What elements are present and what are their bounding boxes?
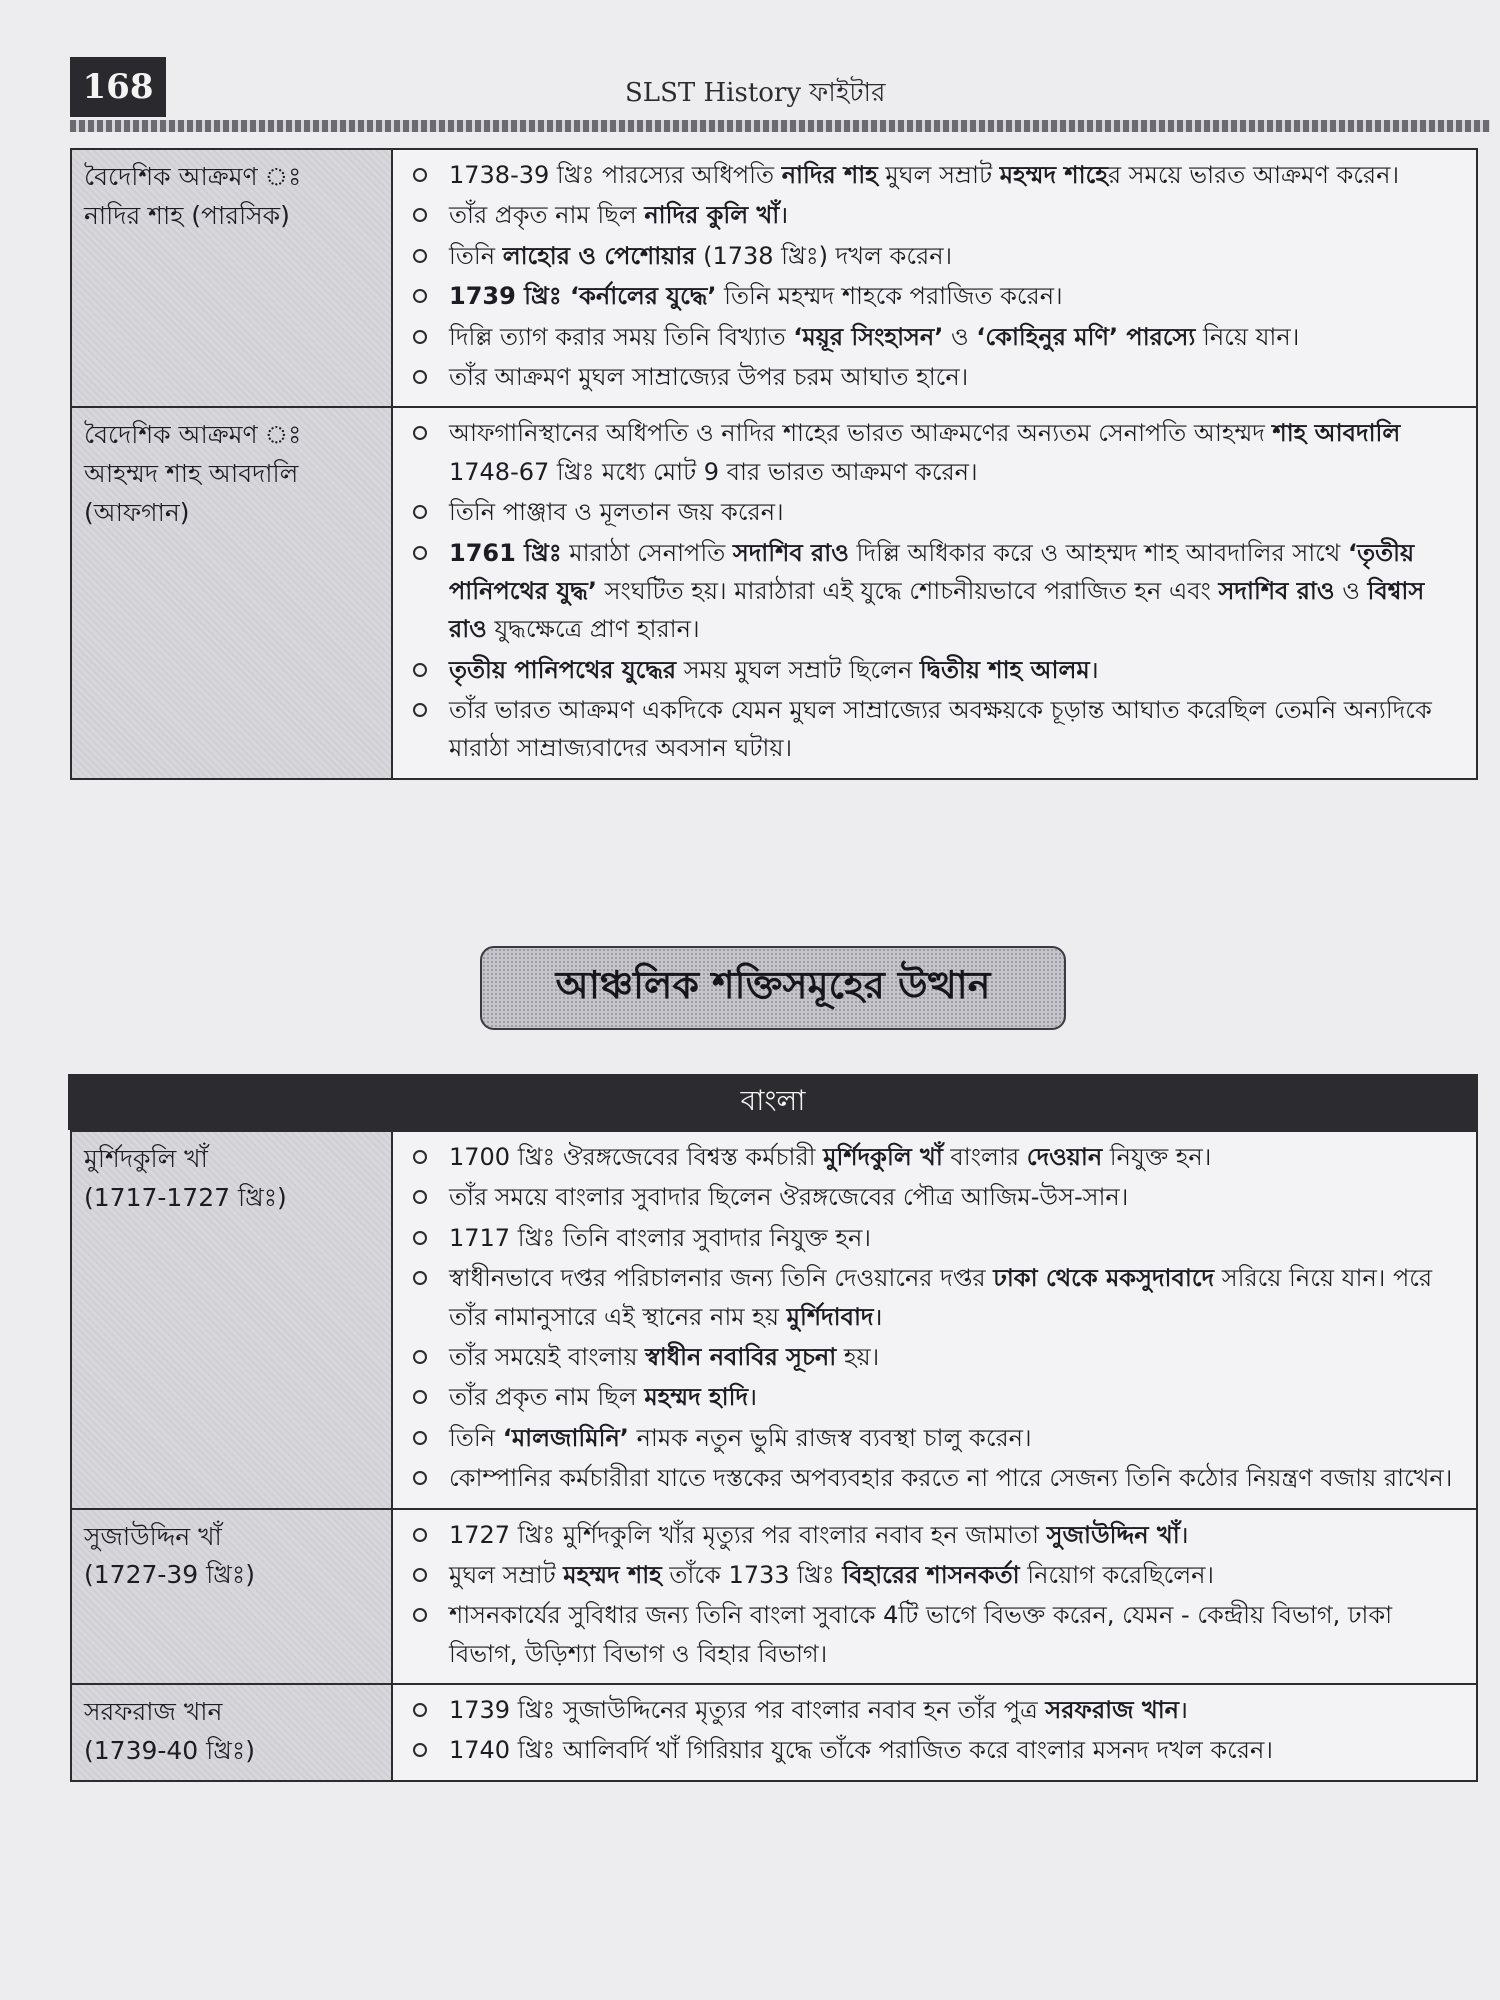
list-item [409, 1219, 1460, 1257]
row-content [392, 1509, 1477, 1685]
bold-text: ‘মালজামিনি’ [502, 1423, 629, 1452]
table-row [71, 1684, 1477, 1781]
page-number: 168 [70, 57, 166, 117]
list-item [409, 156, 1460, 194]
list-item [409, 237, 1460, 275]
circle-bullet-icon [413, 330, 427, 344]
circle-bullet-icon [413, 1608, 427, 1622]
row-label-line: আহম্মদ শাহ আবদালি [84, 459, 299, 489]
bold-text: সদাশিব রাও [732, 538, 849, 567]
text: তাঁর আক্রমণ মুঘল সাম্রাজ্যের উপর চরম আঘাত হানে। [449, 362, 969, 391]
list-item [409, 1459, 1460, 1497]
text: দিল্লি অধিকার করে ও আহম্মদ শাহ আবদালির সাথে [848, 538, 1348, 567]
text: র সময়ে ভারত আক্রমণ করেন। [1107, 161, 1400, 189]
circle-bullet-icon [413, 1190, 427, 1204]
row-content [392, 1131, 1477, 1509]
text: তিনি [449, 1423, 503, 1452]
bold-text: মহম্মদ হাদি [644, 1383, 749, 1412]
circle-bullet-icon [413, 1703, 427, 1717]
bold-text: সরফরাজ খান [1045, 1696, 1180, 1725]
bullet-list [409, 1138, 1460, 1498]
text: 1748-67 খ্রিঃ মধ্যে মোট 9 বার ভারত আক্রমণ করেন। [449, 457, 978, 486]
bold-text: নাদির কুলি খাঁ [644, 201, 780, 230]
table-row [71, 407, 1477, 779]
text: তাঁর ভারত আক্রমণ একদিকে যেমন মুঘল সাম্রাজ্যের অবক্ষয়কে চূড়ান্ত আঘাত করেছিল তেমনি অন্যদিকে মারাঠা সাম্রাজ্যবাদের অবসান ঘটায়। [449, 696, 1432, 763]
bullet-list [409, 1516, 1460, 1674]
row-label [71, 407, 392, 779]
page-header [0, 0, 1500, 140]
text: তাঁর প্রকৃত নাম ছিল [449, 201, 645, 230]
list-item [409, 414, 1460, 491]
text: তাঁর প্রকৃত নাম ছিল [449, 1383, 645, 1412]
text: হয়। [836, 1342, 880, 1371]
text: নিযুক্ত হন। [1102, 1143, 1212, 1171]
circle-bullet-icon [413, 1528, 427, 1542]
circle-bullet-icon [413, 1390, 427, 1404]
text: শাসনকার্যের সুবিধার জন্য তিনি বাংলা সুবাকে 4টি ভাগে বিভক্ত করেন, যেমন - কেন্দ্রীয় বিভাগ, ঢাকা বিভাগ, উড়িশ্যা বিভাগ ও বিহার বিভাগ। [449, 1601, 1393, 1668]
text: স্বাধীনভাবে দপ্তর পরিচালনার জন্য তিনি দেওয়ানের দপ্তর [449, 1264, 994, 1293]
section-title: আঞ্চলিক শক্তিসমূহের উত্থান [480, 946, 1066, 1030]
text: নিয়ে যান। [1195, 322, 1300, 351]
bold-text: সদাশিব রাও [1218, 576, 1335, 605]
list-item [409, 1178, 1460, 1216]
circle-bullet-icon [413, 1471, 427, 1485]
bold-text: সুজাউদ্দিন খাঁ [1046, 1520, 1180, 1549]
bold-text: স্বাধীন নবাবির সূচনা [645, 1342, 837, 1371]
bold-text: মুর্শিদাবাদ [786, 1302, 874, 1331]
text: 1739 খ্রিঃ সুজাউদ্দিনের মৃত্যুর পর বাংলার নবাব হন তাঁর পুত্র [449, 1696, 1046, 1725]
row-label-line: বৈদেশিক আক্রমণ ঃ [84, 162, 302, 191]
list-item [409, 691, 1460, 768]
bold-text: ‘ময়ূর সিংহাসন’ [793, 322, 944, 351]
circle-bullet-icon [413, 370, 427, 384]
row-label-line: সুজাউদ্দিন খাঁ [84, 1521, 222, 1551]
row-label-line: বৈদেশিক আক্রমণ ঃ [84, 420, 302, 450]
list-item [409, 1731, 1460, 1769]
circle-bullet-icon [413, 663, 427, 677]
bold-text: দ্বিতীয় শাহ আলম [919, 655, 1090, 684]
circle-bullet-icon [413, 1568, 427, 1582]
row-content [392, 407, 1477, 779]
bullet-list [409, 414, 1460, 768]
table-row [71, 1509, 1477, 1685]
circle-bullet-icon [413, 289, 427, 303]
text: তিনি [449, 241, 503, 270]
bold-text: মহম্মদ শাহে [999, 161, 1108, 189]
list-item [409, 1596, 1460, 1673]
text: । [748, 1383, 758, 1412]
circle-bullet-icon [413, 1431, 427, 1445]
list-item [409, 196, 1460, 234]
bullet-list [409, 156, 1460, 396]
bold-text: মুর্শিদকুলি খাঁ [823, 1143, 943, 1171]
row-label-line: সরফরাজ খান [84, 1697, 223, 1727]
circle-bullet-icon [413, 546, 427, 560]
bold-text: তৃতীয় পানিপথের যুদ্ধের [449, 655, 677, 684]
row-content [392, 1684, 1477, 1781]
circle-bullet-icon [413, 703, 427, 717]
row-label [71, 1131, 392, 1509]
text: 1700 খ্রিঃ ঔরঙ্গজেবের বিশ্বস্ত কর্মচারী [449, 1143, 824, 1171]
bold-text: ‘তৃতীয় পানিপথের যুদ্ধ’ [449, 538, 1415, 605]
row-label [71, 1509, 392, 1685]
circle-bullet-icon [413, 505, 427, 519]
circle-bullet-icon [413, 1231, 427, 1245]
bold-text: দেওয়ান [1026, 1143, 1103, 1171]
text: তিনি পাঞ্জাব ও মূলতান জয় করেন। [449, 498, 784, 527]
text: সরিয়ে নিয়ে যান। পরে তাঁর নামানুসারে এই স্থানের নাম হয় [449, 1264, 1433, 1331]
circle-bullet-icon [413, 168, 427, 182]
bold-text: মহম্মদ শাহ [563, 1560, 662, 1589]
bold-text: বিহারের শাসনকর্তা [842, 1560, 1020, 1589]
bold-text: ঢাকা থেকে মকসুদাবাদে [993, 1264, 1215, 1293]
row-label [71, 1684, 392, 1781]
text: নামক নতুন ভুমি রাজস্ব ব্যবস্থা চালু করেন। [628, 1423, 1032, 1452]
text: সংঘটিত হয়। মারাঠারা এই যুদ্ধে শোচনীয়ভাবে পরাজিত হন এবং [597, 576, 1219, 605]
row-label-line: (1727-39 খ্রিঃ) [84, 1560, 255, 1590]
text: । [1179, 1696, 1189, 1725]
text: মুঘল সম্রাট [449, 1560, 564, 1589]
list-item [409, 1419, 1460, 1457]
list-item [409, 1378, 1460, 1416]
text: 1717 খ্রিঃ তিনি বাংলার সুবাদার নিযুক্ত হন। [449, 1223, 871, 1252]
bold-text: 1761 খ্রিঃ [449, 538, 562, 567]
text: । [1179, 1520, 1189, 1549]
list-item [409, 534, 1460, 649]
bold-text: নাদির শাহ [781, 161, 878, 189]
list-item [409, 651, 1460, 689]
circle-bullet-icon [413, 1271, 427, 1285]
list-item [409, 1691, 1460, 1729]
text: যুদ্ধক্ষেত্রে প্রাণ হারান। [486, 615, 700, 644]
list-item [409, 1259, 1460, 1336]
text: তিনি মহম্মদ শাহকে পরাজিত করেন। [716, 282, 1063, 311]
text: (1738 খ্রিঃ) দখল করেন। [695, 241, 953, 270]
circle-bullet-icon [413, 1150, 427, 1164]
text: তাঁকে 1733 খ্রিঃ [661, 1560, 843, 1589]
text: মারাঠা সেনাপতি [561, 538, 733, 567]
row-label-line: (1717-1727 খ্রিঃ) [84, 1182, 287, 1212]
text: ও [943, 322, 977, 351]
text: । [1089, 655, 1099, 684]
text: কোম্পানির কর্মচারীরা যাতে দস্তকের অপব্যবহার করতে না পারে সেজন্য তিনি কঠোর নিয়ন্ত্রণ বজায় রাখেন। [449, 1464, 1453, 1493]
bold-text: বিশ্বাস রাও [449, 576, 1425, 644]
text: 1738-39 খ্রিঃ পারস্যের অধিপতি [449, 161, 782, 189]
circle-bullet-icon [413, 1743, 427, 1757]
list-item [409, 1516, 1460, 1554]
text: তাঁর সময়েই বাংলায় [449, 1342, 646, 1371]
bengal-nawabs-table [70, 1130, 1478, 1782]
list-item [409, 277, 1460, 315]
text: 1727 খ্রিঃ মুর্শিদকুলি খাঁর মৃত্যুর পর বাংলার নবাব হন জামাতা [449, 1520, 1047, 1549]
text: । [873, 1302, 883, 1331]
row-label-line: (1739-40 খ্রিঃ) [84, 1735, 255, 1765]
text: নিয়োগ করেছিলেন। [1019, 1560, 1215, 1589]
text: আফগানিস্থানের অধিপতি ও নাদির শাহের ভারত আক্রমণের অন্যতম সেনাপতি আহম্মদ [449, 419, 1273, 448]
list-item [409, 318, 1460, 356]
text: সময় মুঘল সম্রাট ছিলেন [676, 655, 920, 684]
circle-bullet-icon [413, 208, 427, 222]
text: ও [1334, 576, 1368, 605]
bullet-list [409, 1691, 1460, 1770]
row-label-line: নাদির শাহ (পারসিক) [84, 200, 290, 230]
bold-text: 1739 খ্রিঃ ‘কর্নালের যুদ্ধে’ [449, 282, 717, 311]
row-label-line: (আফগান) [84, 497, 190, 527]
list-item [409, 1556, 1460, 1594]
circle-bullet-icon [413, 426, 427, 440]
row-content [392, 149, 1477, 407]
foreign-invasions-table [70, 148, 1478, 780]
circle-bullet-icon [413, 1350, 427, 1364]
list-item [409, 1338, 1460, 1376]
bold-text: শাহ আবদালি [1272, 419, 1401, 448]
text: তাঁর সময়ে বাংলার সুবাদার ছিলেন ঔরঙ্গজেবের পৌত্র আজিম-উস-সান। [449, 1183, 1129, 1212]
bold-text: লাহোর ও পেশোয়ার [502, 241, 696, 270]
circle-bullet-icon [413, 249, 427, 263]
table-row [71, 1131, 1477, 1509]
bold-text: ‘কোহিনুর মণি’ পারস্যে [976, 322, 1196, 351]
text: মুঘল সম্রাট [877, 161, 1000, 189]
row-label [71, 149, 392, 407]
text: । [779, 201, 789, 230]
table-row [71, 149, 1477, 407]
list-item [409, 1138, 1460, 1176]
list-item [409, 358, 1460, 396]
region-header-bangla: বাংলা [68, 1074, 1478, 1130]
header-rule [70, 120, 1490, 132]
book-title: SLST History ফাইটার [625, 78, 886, 108]
text: বাংলার [942, 1143, 1027, 1171]
list-item [409, 493, 1460, 531]
row-label-line: মুর্শিদকুলি খাঁ [84, 1144, 208, 1173]
text: 1740 খ্রিঃ আলিবর্দি খাঁ গিরিয়ার যুদ্ধে তাঁকে পরাজিত করে বাংলার মসনদ দখল করেন। [449, 1736, 1273, 1765]
text: দিল্লি ত্যাগ করার সময় তিনি বিখ্যাত [449, 322, 794, 351]
